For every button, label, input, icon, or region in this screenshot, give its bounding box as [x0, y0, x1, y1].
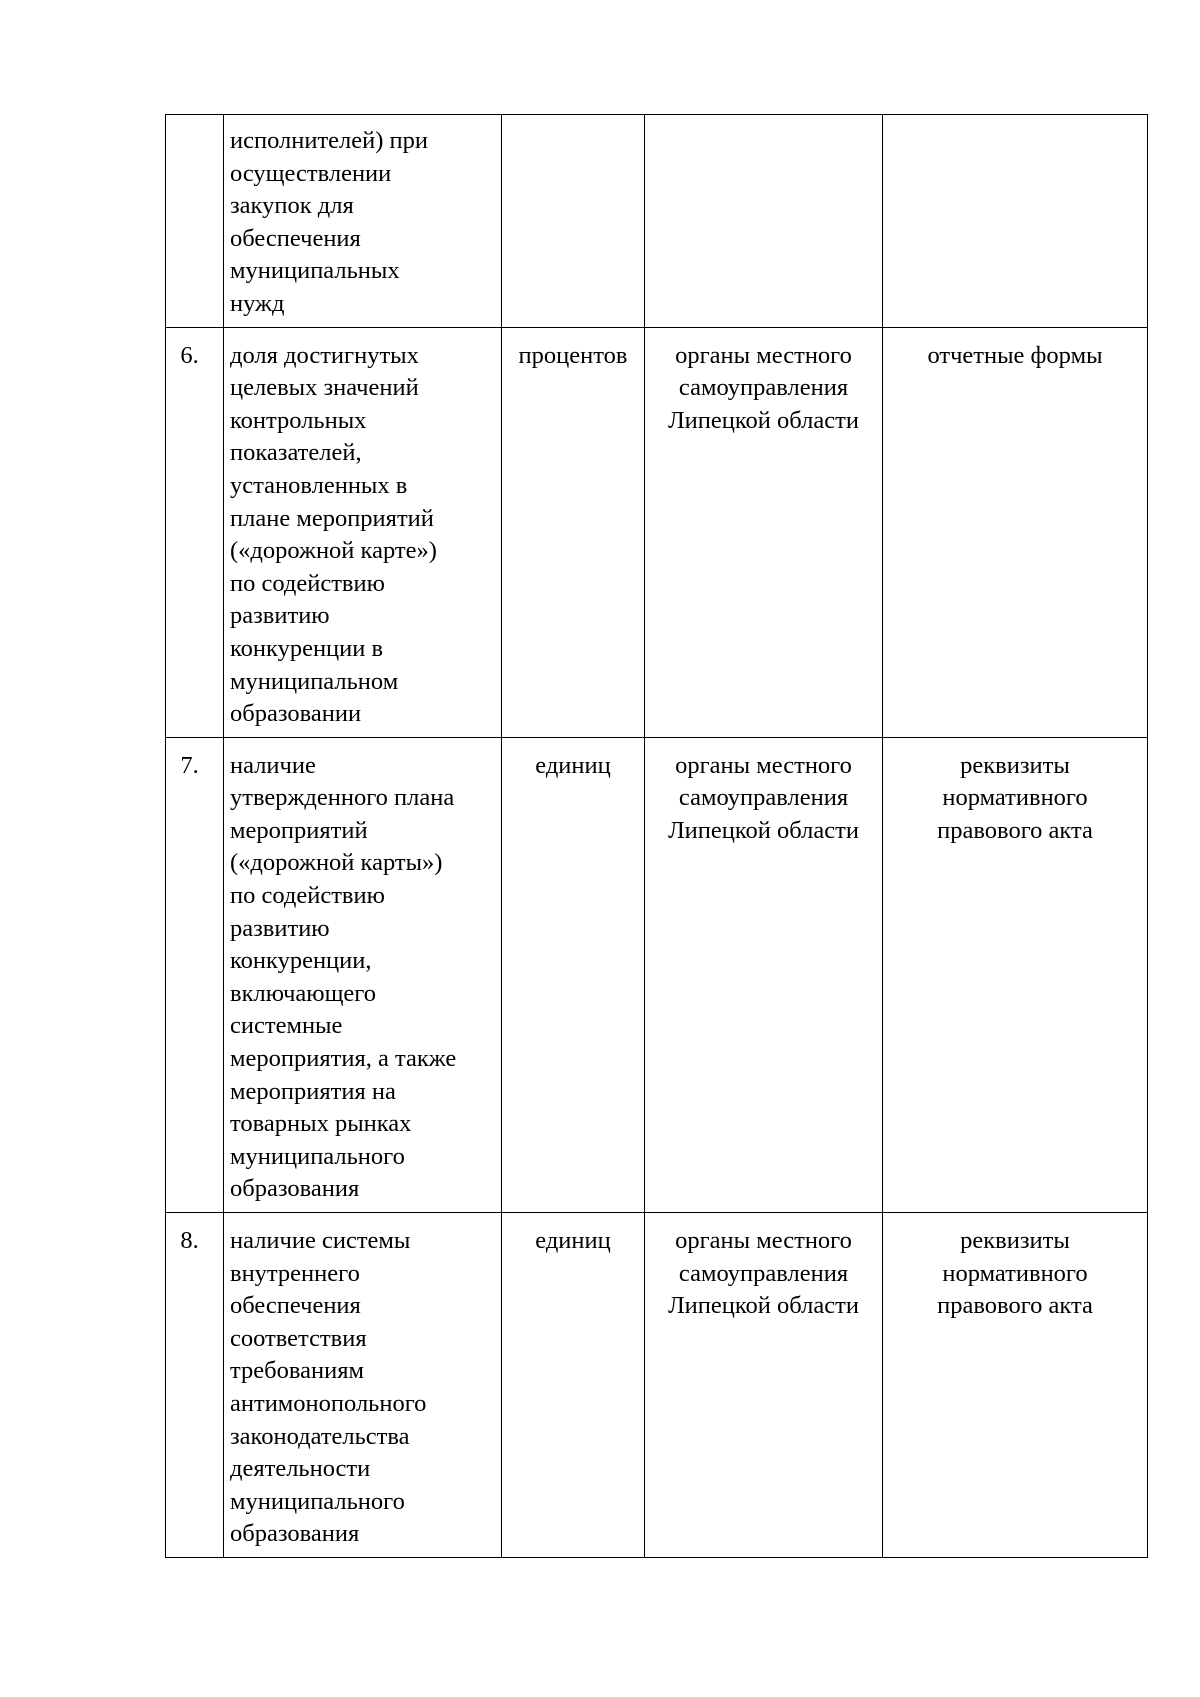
indicator-name: доля достигнутых целевых значений контрольных показателей, установленных в плане мероприятий («дорожной карте») по содействию развитию конкуренции в муниципальном образовании — [230, 341, 437, 728]
indicator-name-cell — [224, 737, 502, 1212]
row-number: 6. — [180, 341, 199, 369]
indicator-name-cell — [224, 327, 502, 737]
unit: единиц — [535, 1227, 611, 1254]
source-cell — [645, 737, 883, 1212]
source: органы местного самоуправления Липецкой области — [668, 341, 859, 434]
method: отчетные формы — [927, 341, 1103, 369]
row-number: 7. — [180, 751, 199, 779]
source: органы местного самоуправления Липецкой области — [668, 1227, 859, 1320]
unit-cell — [502, 327, 645, 737]
source-cell — [645, 115, 883, 328]
table-row — [166, 327, 1148, 737]
source: органы местного самоуправления Липецкой области — [668, 751, 859, 844]
method-cell — [883, 115, 1148, 328]
row-number-cell — [166, 1213, 224, 1558]
indicator-name: наличие утвержденного плана мероприятий («дорожной карты») по содействию развитию конкуренции, включающего системные мероприятия, а также мероприятия на товарных рынках муниципального образования — [230, 751, 457, 1203]
row-number-cell — [166, 327, 224, 737]
unit: единиц — [535, 751, 611, 779]
source-cell — [645, 1213, 883, 1558]
method: реквизиты нормативного правового акта — [937, 751, 1093, 844]
indicators-table — [165, 114, 1148, 1558]
source-cell — [645, 327, 883, 737]
indicator-name-cell — [224, 115, 502, 328]
unit-cell — [502, 737, 645, 1212]
row-number: 8. — [180, 1227, 199, 1254]
table-row — [166, 115, 1148, 328]
row-number-cell — [166, 737, 224, 1212]
unit-cell — [502, 115, 645, 328]
method-cell — [883, 737, 1148, 1212]
indicator-name: исполнителей) при осуществлении закупок для обеспечения муниципальных нужд — [230, 127, 429, 317]
table-row — [166, 737, 1148, 1212]
method-cell — [883, 327, 1148, 737]
method: реквизиты нормативного правового акта — [937, 1227, 1093, 1320]
table-row — [166, 1213, 1148, 1558]
unit-cell — [502, 1213, 645, 1558]
row-number-cell — [166, 115, 224, 328]
method-cell — [883, 1213, 1148, 1558]
indicator-name-cell — [224, 1213, 502, 1558]
indicator-name: наличие системы внутреннего обеспечения соответствия требованиям антимонопольного законодательства деятельности муниципального образования — [230, 1227, 427, 1548]
unit: процентов — [518, 341, 628, 369]
